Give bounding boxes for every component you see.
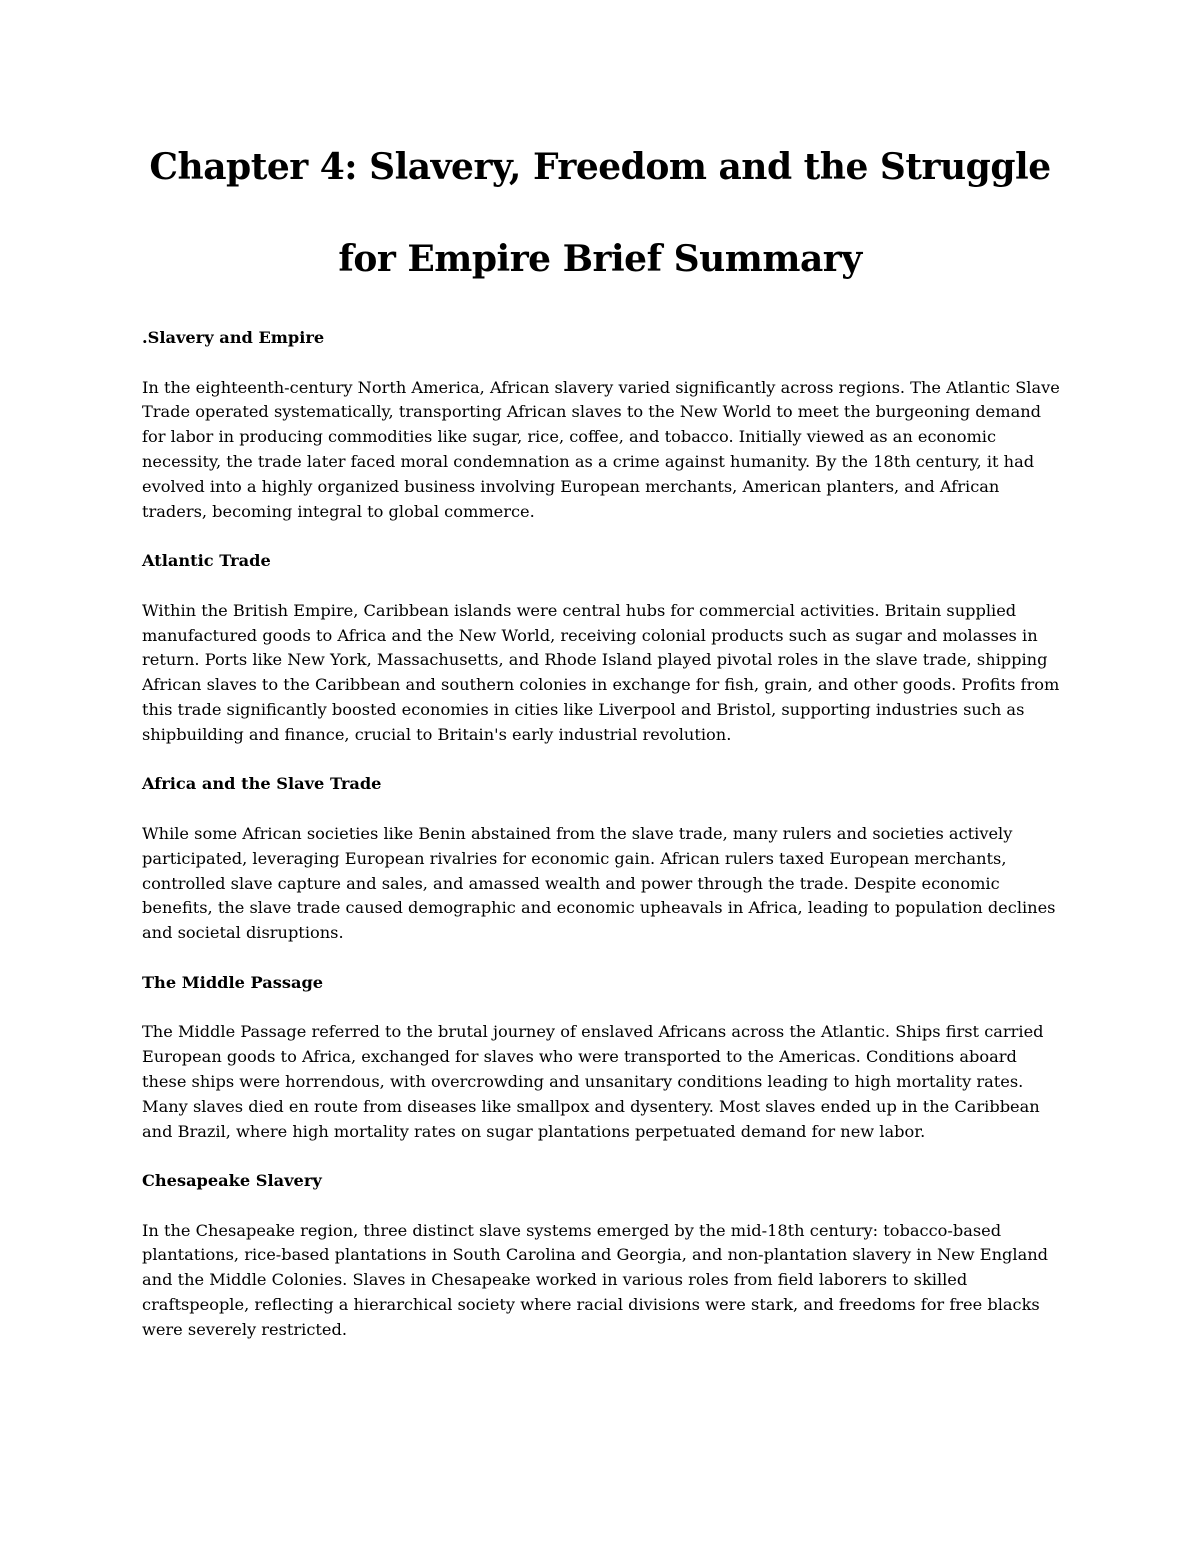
section-chesapeake-slavery [142, 1169, 1062, 1343]
section-africa-and-the-slave-trade [142, 772, 1062, 946]
section-heading: Chesapeake Slavery [142, 1171, 322, 1191]
section-heading: Africa and the Slave Trade [142, 774, 382, 794]
document-body [142, 326, 1062, 1367]
section-the-middle-passage [142, 971, 1062, 1145]
section-paragraph: While some African societies like Benin abstained from the slave trade, many rulers and societies actively participated, leveraging European rivalries for economic gain. African rulers taxed European merchants, controlled slave capture and sales, and amassed wealth and power through the trade. Despite economic benefits, the slave trade caused demographic and economic upheavals in Africa, leading to population declines and societal disruptions. [142, 823, 1056, 943]
section-slavery-and-empire [142, 326, 1062, 524]
section-heading: The Middle Passage [142, 972, 324, 992]
page-title-line-2: for Empire Brief Summary [338, 238, 862, 280]
section-paragraph: In the eighteenth-century North America, African slavery varied significantly across regions. The Atlantic Slave Trade operated systematically, transporting African slaves to the New World to meet the burgeoning demand for labor in producing commodities like sugar, rice, coffee, and tobacco. Initially viewed as an economic necessity, the trade later faced moral condemnation as a crime against humanity. By the 18th century, it had evolved into a highly organized business involving European merchants, American planters, and African traders, becoming integral to global commerce. [142, 377, 1060, 521]
section-heading: .Slavery and Empire [142, 328, 325, 347]
page-title-line-1: Chapter 4: Slavery, Freedom and the Struggle [149, 146, 1051, 188]
section-paragraph: Within the British Empire, Caribbean islands were central hubs for commercial activities. Britain supplied manufactured goods to Africa and the New World, receiving colonial products such as sugar and molasses in return. Ports like New York, Massachusetts, and Rhode Island played pivotal roles in the slave trade, shipping African slaves to the Caribbean and southern colonies in exchange for fish, grain, and other goods. Profits from this trade significantly boosted economies in cities like Liverpool and Bristol, supporting industries such as shipbuilding and finance, crucial to Britain's early industrial revolution. [142, 600, 1060, 744]
section-heading: Atlantic Trade [142, 551, 271, 571]
section-paragraph: The Middle Passage referred to the brutal journey of enslaved Africans across the Atlantic. Ships first carried European goods to Africa, exchanged for slaves who were transported to the Americas. Conditions aboard these ships were horrendous, with overcrowding and unsanitary conditions leading to high mortality rates. Many slaves died en route from diseases like smallpox and dysentery. Most slaves ended up in the Caribbean and Brazil, where high mortality rates on sugar plantations perpetuated demand for new labor. [142, 1022, 1044, 1141]
section-atlantic-trade [142, 549, 1062, 747]
section-paragraph: In the Chesapeake region, three distinct slave systems emerged by the mid-18th century: tobacco-based plantations, rice-based plantations in South Carolina and Georgia, and non-plantation slavery in New England and the Middle Colonies. Slaves in Chesapeake worked in various roles from field laborers to skilled craftspeople, reflecting a hierarchical society where racial divisions were stark, and freedoms for free blacks were severely restricted. [142, 1220, 1049, 1339]
